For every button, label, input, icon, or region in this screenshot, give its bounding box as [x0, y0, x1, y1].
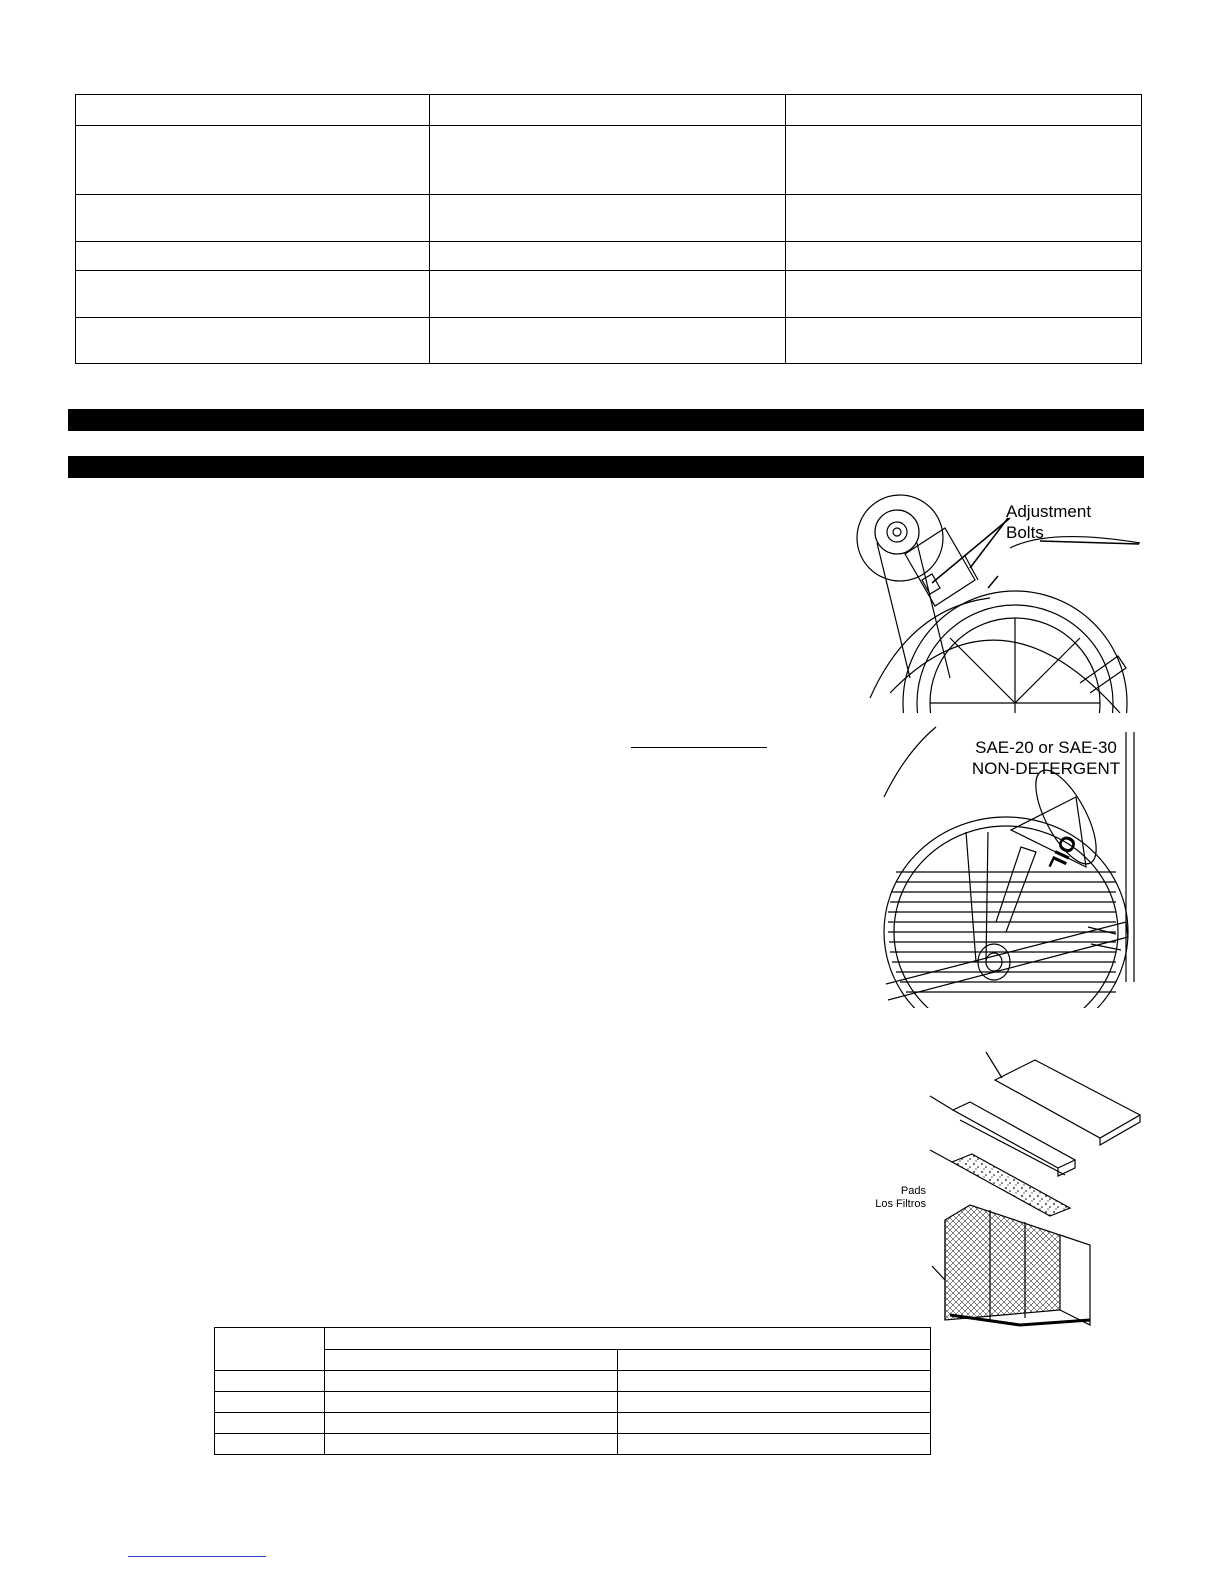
- section-header-bar: [68, 409, 1144, 431]
- label-line: NON-DETERGENT: [971, 759, 1121, 778]
- table-row: [76, 242, 1142, 271]
- top-table: [75, 94, 1142, 364]
- table-cell: [325, 1434, 618, 1455]
- table-cell: [430, 126, 786, 195]
- table-cell: [430, 271, 786, 318]
- table-row: [215, 1328, 931, 1350]
- table-cell: [215, 1434, 325, 1455]
- table-cell: [325, 1328, 931, 1350]
- table-cell: [325, 1392, 618, 1413]
- label-line: Bolts: [1006, 523, 1044, 542]
- label-line: SAE-20 or SAE-30: [975, 738, 1117, 757]
- table-row: [76, 318, 1142, 364]
- table-cell: [618, 1371, 931, 1392]
- table-cell: [786, 318, 1142, 364]
- adjustment-bolts-label: [1006, 501, 1091, 543]
- table-row: [76, 95, 1142, 126]
- table-cell: [76, 271, 430, 318]
- table-cell: [325, 1371, 618, 1392]
- oil-funnel-text: OIL: [1043, 831, 1082, 876]
- table-cell: [215, 1328, 325, 1371]
- table-cell: [786, 95, 1142, 126]
- belt-adjustment-drawing: [850, 488, 1150, 713]
- pads-label: [860, 1185, 926, 1211]
- table-cell: [430, 242, 786, 271]
- table-row: [215, 1413, 931, 1434]
- table-cell: [786, 271, 1142, 318]
- label-line: Adjustment: [1006, 502, 1092, 521]
- belt-adjustment-figure: [850, 488, 1150, 713]
- table-cell: [618, 1413, 931, 1434]
- table-cell: [76, 242, 430, 271]
- table-cell: [618, 1434, 931, 1455]
- table-row: [215, 1434, 931, 1455]
- table-row: [76, 195, 1142, 242]
- table-cell: [786, 242, 1142, 271]
- table-row: [76, 271, 1142, 318]
- table-cell: [76, 318, 430, 364]
- underline-rule: [631, 747, 767, 748]
- oil-bearings-figure: [876, 722, 1138, 1008]
- table-row: [215, 1371, 931, 1392]
- table-cell: [76, 95, 430, 126]
- bottom-table: [214, 1327, 931, 1455]
- label-line: Los Filtros: [875, 1198, 926, 1210]
- table-cell: [786, 126, 1142, 195]
- table-cell: [215, 1371, 325, 1392]
- table-cell: [76, 195, 430, 242]
- table-cell: [618, 1350, 931, 1371]
- table-row: [215, 1392, 931, 1413]
- table-cell: [618, 1392, 931, 1413]
- pads-exploded-figure: [860, 1050, 1150, 1330]
- table-cell: [325, 1350, 618, 1371]
- table-row: [76, 126, 1142, 195]
- table-cell: [325, 1413, 618, 1434]
- table-cell: [215, 1392, 325, 1413]
- footer-link-underline[interactable]: [128, 1556, 266, 1557]
- label-line: Pads: [900, 1185, 926, 1197]
- table-cell: [430, 195, 786, 242]
- table-cell: [76, 126, 430, 195]
- oil-spec-label: [966, 737, 1126, 779]
- section-header-bar: [68, 456, 1144, 478]
- table-cell: [430, 95, 786, 126]
- table-cell: [215, 1413, 325, 1434]
- table-cell: [786, 195, 1142, 242]
- table-cell: [430, 318, 786, 364]
